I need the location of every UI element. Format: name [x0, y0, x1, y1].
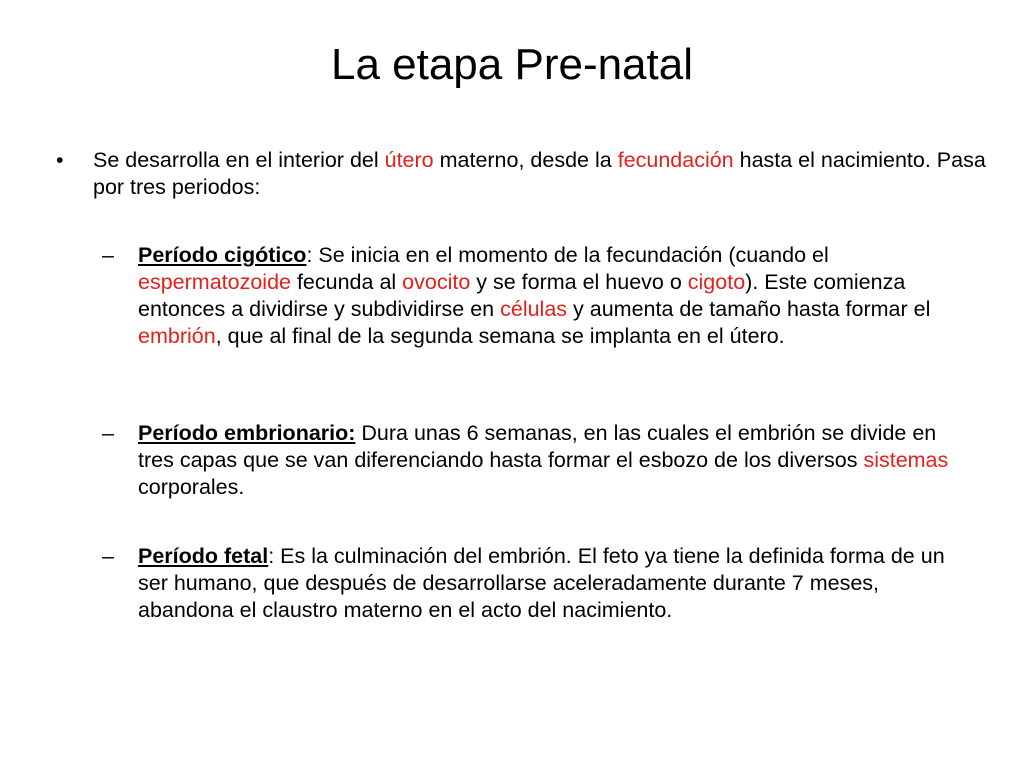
period-embrionario	[102, 420, 978, 501]
slide-title: La etapa Pre-natal	[330, 40, 694, 89]
period-term: Período fetal	[138, 544, 269, 568]
dash-icon: –	[102, 421, 114, 445]
dash-icon: –	[102, 243, 114, 267]
period-text: Período fetal: Es la culminación del embrión. El feto ya tiene la definida forma de un ser humano, que después de desarrollarse aceleradamente durante 7 meses, abandona el claustro materno en el acto del nacimiento.	[138, 544, 945, 622]
period-term: Período cigótico	[138, 243, 307, 267]
bullet-icon: •	[56, 148, 64, 172]
period-fetal	[102, 543, 978, 624]
highlight-espermatozoide: espermatozoide	[138, 270, 291, 294]
intro-text: Se desarrolla en el interior del útero materno, desde la fecundación hasta el nacimiento. Pasa por tres periodos:	[93, 148, 986, 199]
highlight-utero: útero	[384, 148, 434, 172]
period-cigotico	[102, 242, 978, 350]
highlight-sistemas: sistemas	[863, 448, 949, 472]
highlight-fecundacion: fecundación	[617, 148, 734, 172]
period-term: Período embrionario:	[138, 421, 356, 445]
period-text: Período cigótico: Se inicia en el momento de la fecundación (cuando el espermatozoide fecunda al ovocito y se forma el huevo o cigoto). Este comienza entonces a dividirse y subdividirse en células y aumenta de tamaño hasta formar el embrión, que al final de la segunda semana se implanta en el útero.	[138, 243, 931, 348]
highlight-celulas: células	[500, 297, 568, 321]
intro-bullet	[56, 147, 993, 201]
highlight-ovocito: ovocito	[402, 270, 471, 294]
highlight-embrion: embrión	[138, 324, 216, 348]
period-text: Período embrionario: Dura unas 6 semanas, en las cuales el embrión se divide en tres capas que se van diferenciando hasta formar el esbozo de los diversos sistemas corporales.	[138, 421, 949, 499]
dash-icon: –	[102, 544, 114, 568]
highlight-cigoto: cigoto	[687, 270, 746, 294]
